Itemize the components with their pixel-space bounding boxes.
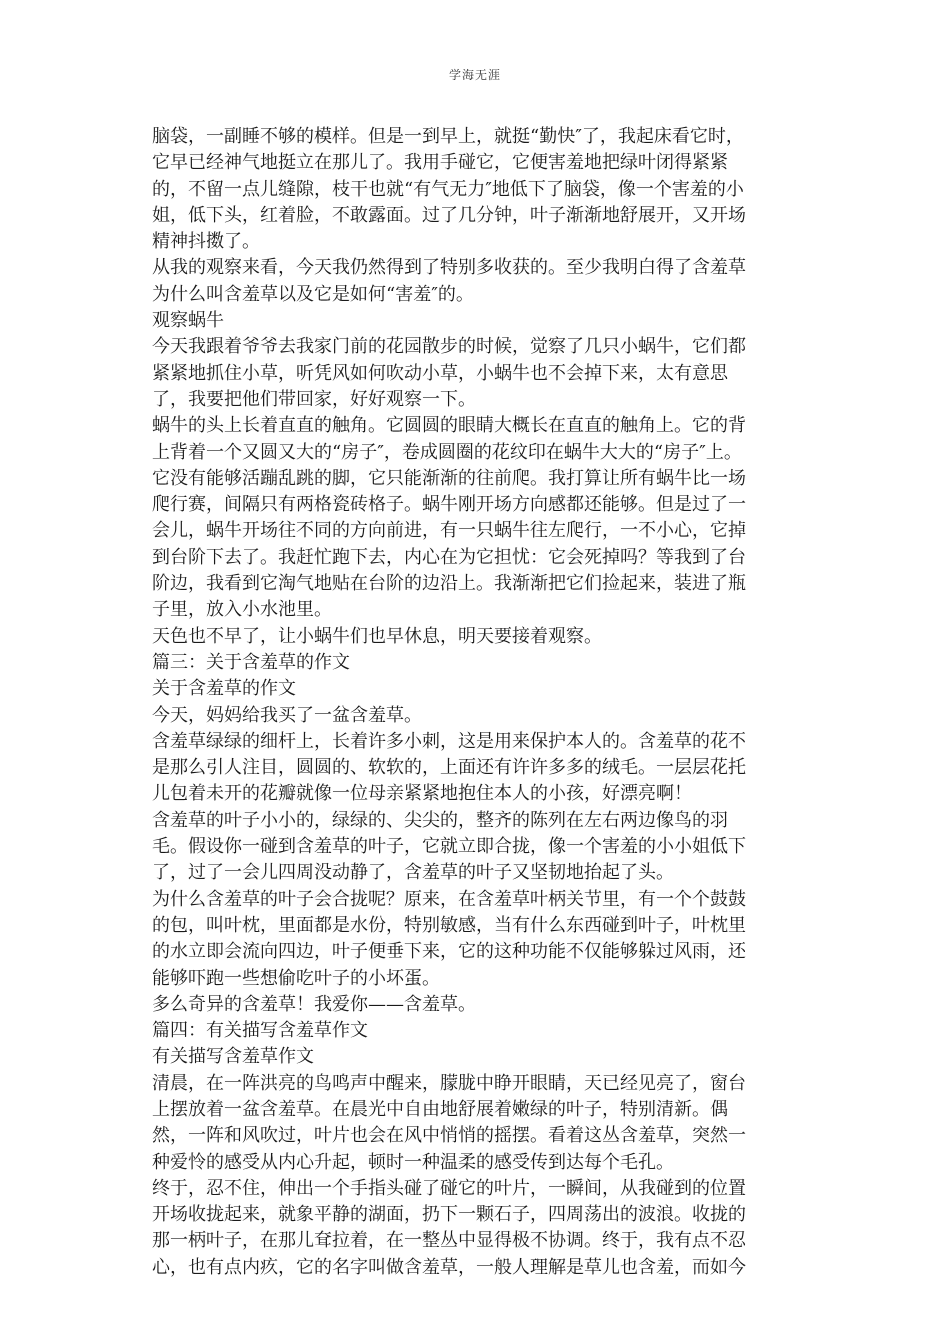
- text-line: 的，不留一点儿缝隙，枝干也就“有气无力″地低下了脑袋，像一个害羞的小: [152, 178, 744, 200]
- text-line: 的包，叫叶枕，里面都是水份，特别敏感，当有什么东西碰到叶子，叶枕里: [152, 914, 746, 936]
- text-line: 篇四：有关描写含羞草作文: [152, 1020, 368, 1042]
- text-line: 有关描写含羞草作文: [152, 1046, 314, 1068]
- text-line: 儿包着未开的花瓣就像一位母亲紧紧地抱住本人的小孩，好漂亮啊！: [152, 783, 692, 805]
- text-line: 为什么含羞草的叶子会合拢呢？原来，在含羞草叶柄关节里，有一个个鼓鼓: [152, 888, 746, 910]
- text-line: 含羞草绿绿的细杆上，长着许多小刺，这是用来保护本人的。含羞草的花不: [152, 730, 746, 752]
- text-line: 姐，低下头，红着脸，不敢露面。过了几分钟，叶子渐渐地舒展开，又开场: [152, 204, 746, 226]
- text-line: 紧紧地抓住小草，听凭风如何吹动小草，小蜗牛也不会掉下来，太有意思: [152, 362, 728, 384]
- text-line: 会儿，蜗牛开场往不同的方向前进，有一只蜗牛往左爬行，一不小心，它掉: [152, 520, 746, 542]
- text-line: 上摆放着一盆含羞草。在晨光中自由地舒展着嫩绿的叶子，特别清新。偶: [152, 1098, 728, 1120]
- text-line: 种爱怜的感受从内心升起，顿时一种温柔的感受传到达每个毛孔。: [152, 1151, 674, 1173]
- text-line: 脑袋，一副睡不够的模样。但是一到早上，就挺“勤快″了，我起床看它时，: [152, 126, 744, 147]
- text-line: 开场收拢起来，就象平静的湖面，扔下一颗石子，四周荡出的波浪。收拢的: [152, 1204, 746, 1226]
- text-line: 篇三：关于含羞草的作文: [152, 651, 350, 673]
- text-line: 子里，放入小水池里。: [152, 599, 332, 621]
- document-body: [152, 124, 802, 1281]
- text-line: 上背着一个又圆又大的“房子″，卷成圆圈的花纹印在蜗牛大大的“房子″上。: [152, 441, 742, 463]
- text-line: 多么奇异的含羞草！我爱你——含羞草。: [152, 993, 476, 1015]
- text-line: 今天，妈妈给我买了一盆含羞草。: [152, 704, 422, 726]
- text-line: 毛。假设你一碰到含羞草的叶子，它就立即合拢，像一个害羞的小小姐低下: [152, 836, 746, 858]
- text-line: 是那么引人注目，圆圆的、软软的，上面还有许许多多的绒毛。一层层花托: [152, 757, 746, 779]
- text-line: 了，过了一会儿四周没动静了，含羞草的叶子又坚韧地抬起了头。: [152, 862, 674, 884]
- text-line: 它没有能够活蹦乱跳的脚，它只能渐渐的往前爬。我打算让所有蜗牛比一场: [152, 467, 746, 489]
- text-line: 心，也有点内疚，它的名字叫做含羞草，一般人理解是草儿也含羞，而如今: [152, 1256, 746, 1278]
- text-line: 爬行赛，间隔只有两格瓷砖格子。蜗牛刚开场方向感都还能够。但是过了一: [152, 494, 746, 516]
- text-line: 关于含羞草的作文: [152, 678, 296, 700]
- text-line: 精神抖擞了。: [152, 231, 260, 253]
- text-line: 到台阶下去了。我赶忙跑下去，内心在为它担忧：它会死掉吗？等我到了台: [152, 546, 746, 568]
- text-line: 能够吓跑一些想偷吃叶子的小坏蛋。: [152, 967, 440, 989]
- text-line: 然，一阵和风吹过，叶片也会在风中悄悄的摇摆。看着这丛含羞草，突然一: [152, 1125, 746, 1147]
- text-line: 清晨，在一阵洪亮的鸟鸣声中醒来，朦胧中睁开眼睛，天已经见亮了，窗台: [152, 1072, 746, 1094]
- text-line: 它早已经神气地挺立在那儿了。我用手碰它，它便害羞地把绿叶闭得紧紧: [152, 152, 728, 174]
- page-header: 学海无涯: [448, 68, 501, 82]
- text-line: 为什么叫含羞草以及它是如何“害羞″的。: [152, 283, 474, 305]
- text-line: 天色也不早了，让小蜗牛们也早休息，明天要接着观察。: [152, 625, 602, 647]
- text-line: 终于，忍不住，伸出一个手指头碰了碰它的叶片，一瞬间，从我碰到的位置: [152, 1177, 746, 1199]
- text-line: 那一柄叶子，在那儿耷拉着，在一整丛中显得极不协调。终于，我有点不忍: [152, 1230, 746, 1252]
- text-line: 含羞草的叶子小小的，绿绿的、尖尖的，整齐的陈列在左右两边像鸟的羽: [152, 809, 728, 831]
- text-line: 今天我跟着爷爷去我家门前的花园散步的时候，觉察了几只小蜗牛，它们都: [152, 336, 746, 358]
- text-line: 观察蜗牛: [152, 310, 224, 332]
- text-line: 从我的观察来看，今天我仍然得到了特别多收获的。至少我明白得了含羞草: [152, 257, 746, 279]
- text-line: 的水立即会流向四边，叶子便垂下来，它的这种功能不仅能够躲过风雨，还: [152, 941, 746, 963]
- text-line: 了，我要把他们带回家，好好观察一下。: [152, 388, 476, 410]
- text-line: 蜗牛的头上长着直直的触角。它圆圆的眼睛大概长在直直的触角上。它的背: [152, 415, 746, 437]
- text-line: 阶边，我看到它淘气地贴在台阶的边沿上。我渐渐把它们捡起来，装进了瓶: [152, 573, 746, 595]
